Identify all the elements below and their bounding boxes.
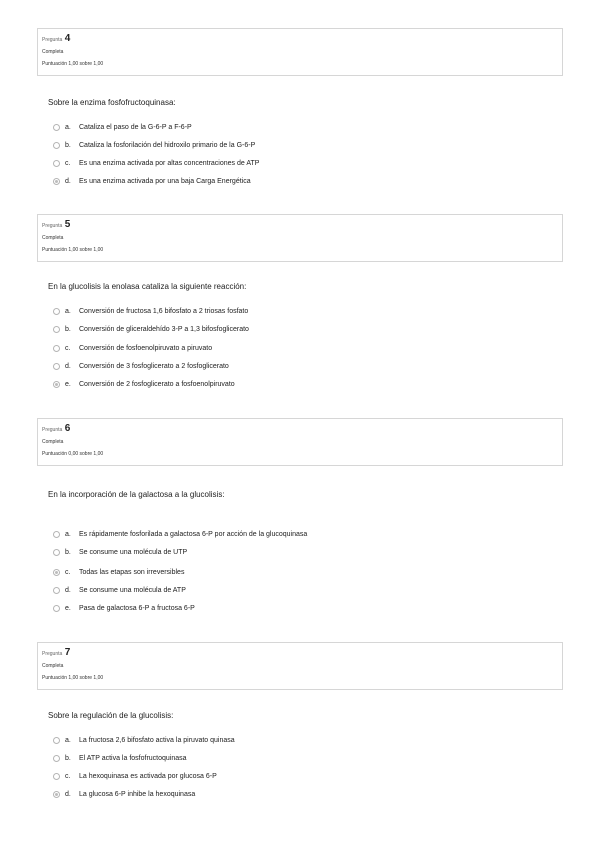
answer-option[interactable]: d. Conversión de 3 fosfoglicerato a 2 fosfoglicerato xyxy=(53,361,229,371)
radio-button[interactable] xyxy=(53,326,60,333)
answer-option[interactable]: e. Pasa de galactosa 6-P a fructosa 6-P xyxy=(53,603,195,613)
answer-option[interactable]: b. Se consume una molécula de UTP xyxy=(53,547,187,557)
answer-option[interactable]: b. Cataliza la fosforilación del hidroxilo primario de la G-6-P xyxy=(53,140,255,150)
question-text: Sobre la enzima fosfofructoquinasa: xyxy=(48,98,176,107)
answer-option[interactable]: a. Conversión de fructosa 1,6 bifosfato a 2 triosas fosfato xyxy=(53,306,248,316)
question-state: Completa xyxy=(42,49,64,55)
radio-button[interactable] xyxy=(53,124,60,131)
answer-option[interactable]: e. Conversión de 2 fosfoglicerato a fosfoenolpiruvato xyxy=(53,379,235,389)
answer-option[interactable]: b. Conversión de gliceraldehído 3-P a 1,3 bifosfoglicerato xyxy=(53,324,249,334)
radio-button[interactable] xyxy=(53,363,60,370)
radio-button[interactable] xyxy=(53,345,60,352)
question-state: Completa xyxy=(42,439,64,445)
radio-button[interactable] xyxy=(53,549,60,556)
radio-button-selected[interactable] xyxy=(53,791,60,798)
question-state: Completa xyxy=(42,663,64,669)
answer-option[interactable]: c. La hexoquinasa es activada por glucosa 6-P xyxy=(53,771,217,781)
radio-button-selected[interactable] xyxy=(53,178,60,185)
radio-button[interactable] xyxy=(53,737,60,744)
answer-option[interactable]: a. La fructosa 2,6 bifosfato activa la piruvato quinasa xyxy=(53,735,235,745)
question-text: En la glucolisis la enolasa cataliza la siguiente reacción: xyxy=(48,282,247,291)
question-grade: Puntuación 1,00 sobre 1,00 xyxy=(42,247,104,253)
question-grade: Puntuación 1,00 sobre 1,00 xyxy=(42,675,104,681)
radio-button[interactable] xyxy=(53,531,60,538)
answer-option[interactable]: c. Todas las etapas son irreversibles xyxy=(53,567,184,577)
answer-option[interactable]: b. El ATP activa la fosfofructoquinasa xyxy=(53,753,187,763)
question-state: Completa xyxy=(42,235,64,241)
answer-option[interactable]: d. La glucosa 6-P inhibe la hexoquinasa xyxy=(53,789,195,799)
radio-button[interactable] xyxy=(53,605,60,612)
radio-button[interactable] xyxy=(53,308,60,315)
answer-option[interactable]: c. Conversión de fosfoenolpiruvato a piruvato xyxy=(53,343,212,353)
question-info-box xyxy=(37,214,563,262)
question-number: Pregunta 5 xyxy=(42,219,71,230)
question-grade: Puntuación 1,00 sobre 1,00 xyxy=(42,61,104,67)
answer-option[interactable]: a. Cataliza el paso de la G-6-P a F-6-P xyxy=(53,122,192,132)
radio-button[interactable] xyxy=(53,160,60,167)
radio-button-selected[interactable] xyxy=(53,569,60,576)
radio-button[interactable] xyxy=(53,773,60,780)
question-info-box xyxy=(37,28,563,76)
question-number: Pregunta 7 xyxy=(42,647,71,658)
question-text: En la incorporación de la galactosa a la glucolisis: xyxy=(48,490,225,499)
question-number: Pregunta 6 xyxy=(42,423,71,434)
question-grade: Puntuación 0,00 sobre 1,00 xyxy=(42,451,104,457)
answer-option[interactable]: d. Se consume una molécula de ATP xyxy=(53,585,186,595)
question-number: Pregunta 4 xyxy=(42,33,71,44)
answer-option[interactable]: a. Es rápidamente fosforilada a galactosa 6-P por acción de la glucoquinasa xyxy=(53,529,307,539)
question-text: Sobre la regulación de la glucolisis: xyxy=(48,711,174,720)
question-info-box xyxy=(37,642,563,690)
radio-button[interactable] xyxy=(53,587,60,594)
radio-button-selected[interactable] xyxy=(53,381,60,388)
radio-button[interactable] xyxy=(53,755,60,762)
answer-option[interactable]: d. Es una enzima activada por una baja Carga Energética xyxy=(53,176,251,186)
answer-option[interactable]: c. Es una enzima activada por altas concentraciones de ATP xyxy=(53,158,259,168)
radio-button[interactable] xyxy=(53,142,60,149)
question-info-box xyxy=(37,418,563,466)
